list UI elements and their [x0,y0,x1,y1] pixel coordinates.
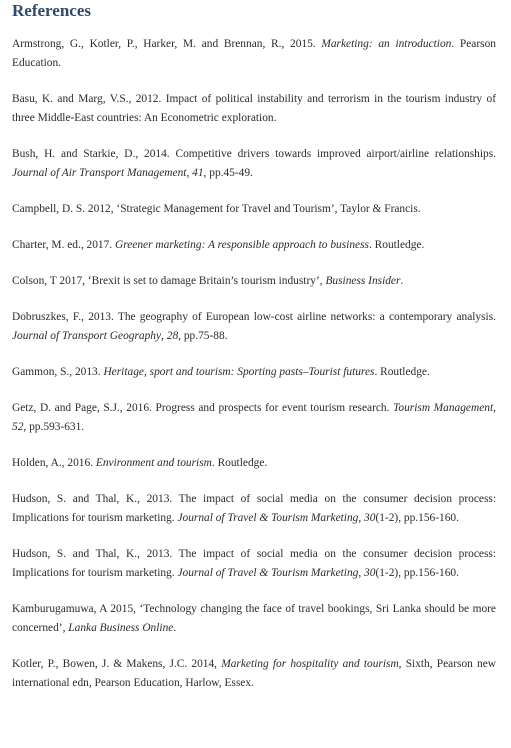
reference-entry [12,545,496,583]
reference-text: Getz, D. and Page, S.J., 2016. Progress and prospects for event tourism research. [12,402,394,414]
references-heading: References [12,1,91,20]
reference-text: , pp.75-88. [178,330,228,342]
reference-text: Kamburugamuwa, A 2015, ‘Technology changing the face of travel bookings, Sri Lanka should be more concerned’, [12,603,496,634]
reference-text: Dobruszkes, F., 2013. The geography of European low-cost airline networks: a contemporary analysis. [12,311,496,323]
reference-title: Heritage, sport and tourism: Sporting pasts–Tourist futures [103,366,375,378]
reference-text: Basu, K. and Marg, V.S., 2012. Impact of political instability and terrorism in the tourism industry of three Middle-East countries: An Econometric exploration. [12,93,496,124]
reference-title: Tourism Management [393,402,494,414]
reference-entry [12,600,496,638]
reference-text: Gammon, S., 2013. [12,366,104,378]
reference-entry [12,236,496,255]
reference-text: (1-2), pp.156-160. [375,567,459,579]
reference-text: Holden, A., 2016. [12,457,96,469]
reference-entry [12,490,496,528]
reference-text: Colson, T 2017, ‘Brexit is set to damage Britain’s tourism industry’, [12,275,326,287]
reference-text: , pp.593-631. [23,421,85,433]
reference-text: . [400,275,404,287]
reference-text: , [358,567,365,579]
reference-text: Campbell, D. S. 2012, ‘Strategic Management for Travel and Tourism’, Taylor & Francis. [12,203,421,215]
reference-title: Marketing for hospitality and tourism [221,658,399,670]
reference-text: Hudson, S. and Thal, K., 2013. The impact of social media on the consumer decision process: Implications for tourism marketing. [12,548,496,579]
reference-entry [12,200,496,219]
reference-entry [12,308,496,346]
reference-entry [12,272,496,291]
reference-volume: 52 [12,421,24,433]
reference-text: , [186,167,193,179]
reference-text: . [173,622,177,634]
reference-entry [12,399,496,437]
reference-text: , [161,330,167,342]
reference-volume: 30 [364,512,376,524]
reference-text: Charter, M. ed., 2017. [12,239,115,251]
reference-entry [12,363,496,382]
reference-text: , pp.45-49. [203,167,253,179]
reference-text: Hudson, S. and Thal, K., 2013. The impact of social media on the consumer decision process: Implications for tourism marketing. [12,493,496,524]
reference-entry [12,655,496,693]
reference-title: Journal of Travel & Tourism Marketing [177,567,359,579]
reference-title: Lanka Business Online [68,622,174,634]
reference-volume: 30 [364,567,376,579]
reference-text: . Routledge. [211,457,268,469]
reference-entry [12,90,496,128]
reference-volume: 28 [166,330,179,342]
reference-text: , Sixth, Pearson new international edn, Pearson Education, Harlow, Essex. [12,658,496,689]
reference-title: Journal of Transport Geography [12,330,162,342]
reference-title: Journal of Travel & Tourism Marketing [177,512,359,524]
reference-text: . Routledge. [374,366,430,378]
reference-title: Journal of Air Transport Management [12,167,187,179]
reference-text: Armstrong, G., Kotler, P., Harker, M. and Brennan, R., 2015. [12,38,322,50]
reference-volume: 41 [192,167,204,179]
reference-text: (1-2), pp.156-160. [375,512,459,524]
reference-text: . Routledge. [368,239,425,251]
reference-title: Greener marketing: A responsible approach to business [115,239,369,251]
reference-title: Marketing: an introduction [321,38,452,50]
reference-title: Environment and tourism [95,457,212,469]
reference-entry [12,454,496,473]
reference-entry [12,35,496,73]
reference-text: , [358,512,365,524]
reference-text: Kotler, P., Bowen, J. & Makens, J.C. 2014, [12,658,222,670]
reference-title: Business Insider [325,275,401,287]
reference-text: . Pearson Education. [12,38,496,69]
reference-text: Bush, H. and Starkie, D., 2014. Competitive drivers towards improved airport/airline relationships. [12,148,496,160]
reference-list [12,35,496,693]
reference-entry [12,145,496,183]
reference-text: , [493,402,496,414]
